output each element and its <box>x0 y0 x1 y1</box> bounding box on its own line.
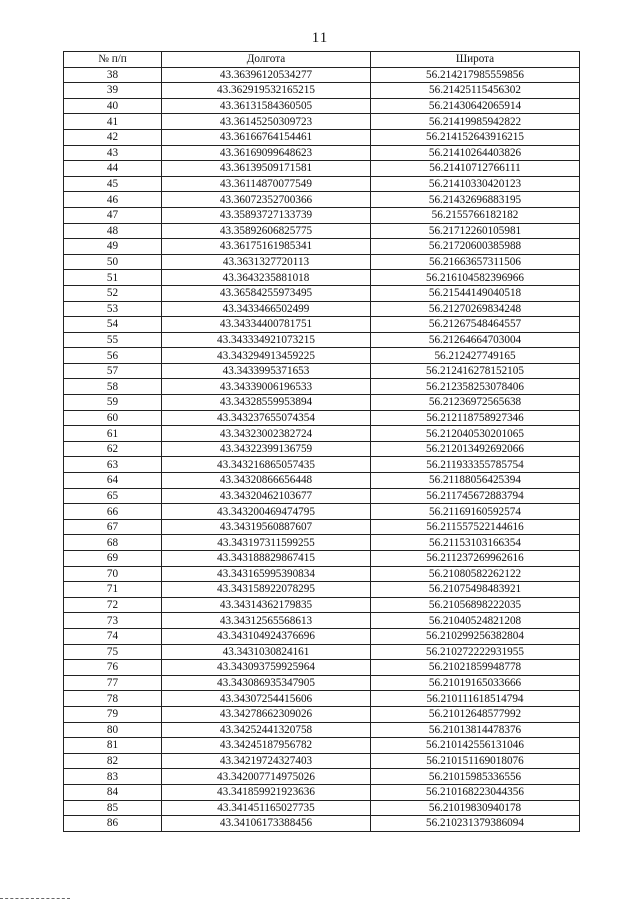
cell-point-number: 77 <box>64 675 162 691</box>
table-row <box>64 83 580 99</box>
table-row <box>64 270 580 286</box>
cell-point-number: 63 <box>64 457 162 473</box>
table-row <box>64 223 580 239</box>
cell-point-number: 79 <box>64 706 162 722</box>
cell-longitude: 43.34312565568613 <box>162 613 371 629</box>
cell-longitude: 43.34322399136759 <box>162 441 371 457</box>
column-header-latitude: Широта <box>371 52 580 68</box>
cell-point-number: 66 <box>64 504 162 520</box>
table-row <box>64 691 580 707</box>
cell-point-number: 55 <box>64 332 162 348</box>
cell-latitude: 56.212416278152105 <box>371 363 580 379</box>
cell-point-number: 39 <box>64 83 162 99</box>
cell-longitude: 43.362919532165215 <box>162 83 371 99</box>
cell-latitude: 56.21270269834248 <box>371 301 580 317</box>
cell-point-number: 69 <box>64 551 162 567</box>
table-row <box>64 457 580 473</box>
cell-longitude: 43.36139509171581 <box>162 161 371 177</box>
cell-longitude: 43.343216865057435 <box>162 457 371 473</box>
table-row <box>64 800 580 816</box>
table-row <box>64 207 580 223</box>
table-header-row <box>64 52 580 68</box>
cell-longitude: 43.34319560887607 <box>162 519 371 535</box>
table-row <box>64 67 580 83</box>
table-row <box>64 519 580 535</box>
column-header-longitude: Долгота <box>162 52 371 68</box>
cell-latitude: 56.211237269962616 <box>371 551 580 567</box>
cell-longitude: 43.34307254415606 <box>162 691 371 707</box>
cell-longitude: 43.343237655074354 <box>162 410 371 426</box>
cell-latitude: 56.21019830940178 <box>371 800 580 816</box>
cell-longitude: 43.36169099648623 <box>162 145 371 161</box>
cell-longitude: 43.343197311599255 <box>162 535 371 551</box>
cell-longitude: 43.36396120534277 <box>162 67 371 83</box>
table-row <box>64 161 580 177</box>
cell-point-number: 78 <box>64 691 162 707</box>
cell-longitude: 43.3643235881018 <box>162 270 371 286</box>
table-row <box>64 254 580 270</box>
cell-longitude: 43.3433995371653 <box>162 363 371 379</box>
cell-point-number: 45 <box>64 176 162 192</box>
cell-latitude: 56.21153103166354 <box>371 535 580 551</box>
table-row <box>64 176 580 192</box>
table-row <box>64 379 580 395</box>
cell-point-number: 43 <box>64 145 162 161</box>
cell-latitude: 56.21080582262122 <box>371 566 580 582</box>
table-row <box>64 722 580 738</box>
cell-latitude: 56.21430642065914 <box>371 98 580 114</box>
cell-latitude: 56.21188056425394 <box>371 473 580 489</box>
table-row <box>64 426 580 442</box>
cell-point-number: 49 <box>64 239 162 255</box>
cell-longitude: 43.3433466502499 <box>162 301 371 317</box>
table-row <box>64 769 580 785</box>
cell-point-number: 42 <box>64 129 162 145</box>
table-row <box>64 410 580 426</box>
cell-longitude: 43.343104924376696 <box>162 628 371 644</box>
cell-latitude: 56.21169160592574 <box>371 504 580 520</box>
cell-latitude: 56.212013492692066 <box>371 441 580 457</box>
cell-longitude: 43.36145250309723 <box>162 114 371 130</box>
cell-point-number: 62 <box>64 441 162 457</box>
cell-latitude: 56.21663657311506 <box>371 254 580 270</box>
cell-latitude: 56.21410712766111 <box>371 161 580 177</box>
cell-latitude: 56.210111618514794 <box>371 691 580 707</box>
cell-longitude: 43.35892606825775 <box>162 223 371 239</box>
cell-latitude: 56.21720600385988 <box>371 239 580 255</box>
cell-longitude: 43.343165995390834 <box>162 566 371 582</box>
cell-latitude: 56.21012648577992 <box>371 706 580 722</box>
cell-latitude: 56.21544149040518 <box>371 285 580 301</box>
cell-latitude: 56.212358253078406 <box>371 379 580 395</box>
cell-point-number: 38 <box>64 67 162 83</box>
cell-point-number: 61 <box>64 426 162 442</box>
cell-longitude: 43.36072352700366 <box>162 192 371 208</box>
table-row <box>64 784 580 800</box>
scan-edge-line <box>0 898 70 899</box>
table-row <box>64 551 580 567</box>
cell-longitude: 43.36114870077549 <box>162 176 371 192</box>
cell-latitude: 56.211745672883794 <box>371 488 580 504</box>
cell-latitude: 56.21425115456302 <box>371 83 580 99</box>
cell-point-number: 41 <box>64 114 162 130</box>
cell-point-number: 68 <box>64 535 162 551</box>
table-row <box>64 816 580 832</box>
cell-latitude: 56.21432696883195 <box>371 192 580 208</box>
table-row <box>64 675 580 691</box>
cell-latitude: 56.210272222931955 <box>371 644 580 660</box>
column-header-number: № п/п <box>64 52 162 68</box>
table-row <box>64 285 580 301</box>
cell-latitude: 56.211557522144616 <box>371 519 580 535</box>
cell-longitude: 43.36131584360505 <box>162 98 371 114</box>
cell-latitude: 56.210142556131046 <box>371 738 580 754</box>
cell-point-number: 67 <box>64 519 162 535</box>
cell-longitude: 43.34339006196533 <box>162 379 371 395</box>
table-row <box>64 441 580 457</box>
cell-point-number: 83 <box>64 769 162 785</box>
table-row <box>64 114 580 130</box>
table-row <box>64 597 580 613</box>
cell-longitude: 43.34219724327403 <box>162 753 371 769</box>
table-row <box>64 738 580 754</box>
cell-point-number: 53 <box>64 301 162 317</box>
cell-longitude: 43.34334400781751 <box>162 317 371 333</box>
cell-latitude: 56.214152643916215 <box>371 129 580 145</box>
cell-latitude: 56.21410264403826 <box>371 145 580 161</box>
table-row <box>64 566 580 582</box>
cell-latitude: 56.21410330420123 <box>371 176 580 192</box>
cell-longitude: 43.34106173388456 <box>162 816 371 832</box>
table-row <box>64 660 580 676</box>
cell-latitude: 56.21019165033666 <box>371 675 580 691</box>
coordinates-table <box>63 51 580 832</box>
cell-latitude: 56.21267548464557 <box>371 317 580 333</box>
cell-latitude: 56.214217985559856 <box>371 67 580 83</box>
cell-point-number: 44 <box>64 161 162 177</box>
table-row <box>64 488 580 504</box>
cell-point-number: 57 <box>64 363 162 379</box>
cell-point-number: 52 <box>64 285 162 301</box>
cell-longitude: 43.343188829867415 <box>162 551 371 567</box>
cell-longitude: 43.3631327720113 <box>162 254 371 270</box>
cell-longitude: 43.343093759925964 <box>162 660 371 676</box>
table-row <box>64 332 580 348</box>
cell-latitude: 56.21075498483921 <box>371 582 580 598</box>
cell-point-number: 82 <box>64 753 162 769</box>
cell-latitude: 56.21712260105981 <box>371 223 580 239</box>
cell-longitude: 43.36175161985341 <box>162 239 371 255</box>
cell-point-number: 64 <box>64 473 162 489</box>
table-row <box>64 706 580 722</box>
cell-point-number: 86 <box>64 816 162 832</box>
cell-longitude: 43.34320866656448 <box>162 473 371 489</box>
cell-point-number: 73 <box>64 613 162 629</box>
table-row <box>64 239 580 255</box>
cell-point-number: 40 <box>64 98 162 114</box>
cell-latitude: 56.21015985336556 <box>371 769 580 785</box>
table-row <box>64 98 580 114</box>
cell-point-number: 48 <box>64 223 162 239</box>
cell-latitude: 56.211933355785754 <box>371 457 580 473</box>
cell-latitude: 56.21040524821208 <box>371 613 580 629</box>
table-row <box>64 317 580 333</box>
cell-longitude: 43.343086935347905 <box>162 675 371 691</box>
cell-latitude: 56.21236972565638 <box>371 395 580 411</box>
cell-point-number: 80 <box>64 722 162 738</box>
cell-longitude: 43.34328559953894 <box>162 395 371 411</box>
cell-point-number: 60 <box>64 410 162 426</box>
table-row <box>64 129 580 145</box>
cell-longitude: 43.3431030824161 <box>162 644 371 660</box>
cell-point-number: 84 <box>64 784 162 800</box>
cell-latitude: 56.2155766182182 <box>371 207 580 223</box>
cell-longitude: 43.34245187956782 <box>162 738 371 754</box>
cell-longitude: 43.343294913459225 <box>162 348 371 364</box>
cell-point-number: 65 <box>64 488 162 504</box>
cell-latitude: 56.21056898222035 <box>371 597 580 613</box>
table-row <box>64 535 580 551</box>
cell-point-number: 46 <box>64 192 162 208</box>
cell-point-number: 75 <box>64 644 162 660</box>
cell-longitude: 43.342007714975026 <box>162 769 371 785</box>
table-row <box>64 582 580 598</box>
table-row <box>64 395 580 411</box>
cell-longitude: 43.343158922078295 <box>162 582 371 598</box>
cell-longitude: 43.343334921073215 <box>162 332 371 348</box>
cell-longitude: 43.341859921923636 <box>162 784 371 800</box>
cell-latitude: 56.210299256382804 <box>371 628 580 644</box>
cell-latitude: 56.21013814478376 <box>371 722 580 738</box>
cell-longitude: 43.34252441320758 <box>162 722 371 738</box>
cell-point-number: 76 <box>64 660 162 676</box>
table-row <box>64 348 580 364</box>
cell-point-number: 74 <box>64 628 162 644</box>
cell-longitude: 43.343200469474795 <box>162 504 371 520</box>
cell-point-number: 54 <box>64 317 162 333</box>
cell-latitude: 56.210168223044356 <box>371 784 580 800</box>
cell-point-number: 59 <box>64 395 162 411</box>
table-row <box>64 753 580 769</box>
cell-longitude: 43.34278662309026 <box>162 706 371 722</box>
cell-latitude: 56.212040530201065 <box>371 426 580 442</box>
cell-latitude: 56.21021859948778 <box>371 660 580 676</box>
cell-point-number: 51 <box>64 270 162 286</box>
cell-point-number: 50 <box>64 254 162 270</box>
cell-latitude: 56.210231379386094 <box>371 816 580 832</box>
cell-point-number: 58 <box>64 379 162 395</box>
table-row <box>64 628 580 644</box>
table-row <box>64 613 580 629</box>
cell-point-number: 72 <box>64 597 162 613</box>
cell-longitude: 43.36166764154461 <box>162 129 371 145</box>
table-row <box>64 473 580 489</box>
table-row <box>64 145 580 161</box>
cell-point-number: 71 <box>64 582 162 598</box>
cell-latitude: 56.21264664703004 <box>371 332 580 348</box>
cell-longitude: 43.34320462103677 <box>162 488 371 504</box>
page-number: 11 <box>311 30 329 46</box>
table-row <box>64 504 580 520</box>
cell-longitude: 43.36584255973495 <box>162 285 371 301</box>
cell-point-number: 70 <box>64 566 162 582</box>
cell-latitude: 56.212118758927346 <box>371 410 580 426</box>
table-row <box>64 192 580 208</box>
cell-point-number: 85 <box>64 800 162 816</box>
cell-longitude: 43.34314362179835 <box>162 597 371 613</box>
cell-latitude: 56.21419985942822 <box>371 114 580 130</box>
cell-latitude: 56.216104582396966 <box>371 270 580 286</box>
cell-point-number: 56 <box>64 348 162 364</box>
table-row <box>64 363 580 379</box>
cell-point-number: 81 <box>64 738 162 754</box>
cell-point-number: 47 <box>64 207 162 223</box>
table-row <box>64 301 580 317</box>
cell-longitude: 43.35893727133739 <box>162 207 371 223</box>
cell-longitude: 43.34323002382724 <box>162 426 371 442</box>
cell-latitude: 56.212427749165 <box>371 348 580 364</box>
cell-latitude: 56.210151169018076 <box>371 753 580 769</box>
table-row <box>64 644 580 660</box>
cell-longitude: 43.341451165027735 <box>162 800 371 816</box>
